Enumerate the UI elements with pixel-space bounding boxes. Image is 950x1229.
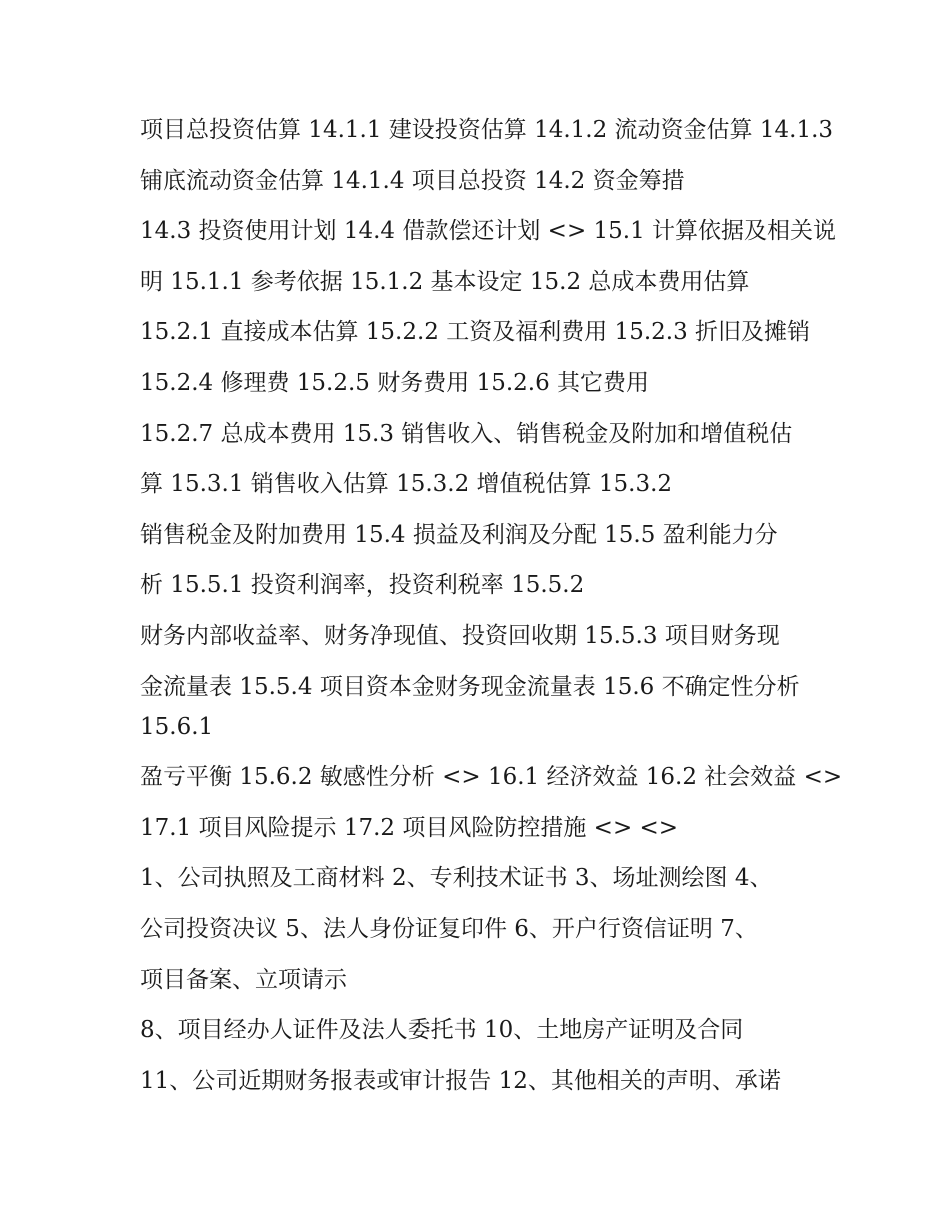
document-body [140,112,843,1113]
text-line: 算 15.3.1 销售收入估算 15.3.2 增值税估算 15.3.2 [140,471,673,498]
text-line: 公司投资决议 5、法人身份证复印件 6、开户行资信证明 7、 [140,915,758,942]
text-line: 15.2.7 总成本费用 15.3 销售收入、销售税金及附加和增值税估 [140,420,793,447]
text-line: 项目总投资估算 14.1.1 建设投资估算 14.1.2 流动资金估算 14.1.3 [140,117,834,143]
text-line: 财务内部收益率、财务净现值、投资回收期 15.5.3 项目财务现 [140,622,780,649]
text-line: 15.2.1 直接成本估算 15.2.2 工资及福利费用 15.2.3 折旧及摊销 [140,319,811,346]
text-line: 金流量表 15.5.4 项目资本金财务现金流量表 15.6 不确定性分析 [140,673,800,700]
text-line: 11、公司近期财务报表或审计报告 12、其他相关的声明、承诺 [140,1067,781,1094]
text-line: 15.2.4 修理费 15.2.5 财务费用 15.2.6 其它费用 [140,369,650,396]
text-line: 1、公司执照及工商材料 2、专利技术证书 3、场址测绘图 4、 [140,865,773,892]
text-line: 14.3 投资使用计划 14.4 借款偿还计划 <> 15.1 计算依据及相关说 [140,218,837,245]
text-line: 8、项目经办人证件及法人委托书 10、土地房产证明及合同 [140,1017,744,1044]
text-line: 明 15.1.1 参考依据 15.1.2 基本设定 15.2 总成本费用估算 [140,268,750,295]
text-line: 析 15.5.1 投资利润率，投资利税率 15.5.2 [140,572,585,599]
text-line: 铺底流动资金估算 14.1.4 项目总投资 14.2 资金筹措 [140,167,685,194]
text-line: 项目备案、立项请示 [140,966,347,993]
text-line: 17.1 项目风险提示 17.2 项目风险防控措施 <> <> [140,814,679,841]
text-line: 15.6.1 [140,713,214,740]
text-line: 销售税金及附加费用 15.4 损益及利润及分配 15.5 盈利能力分 [140,521,778,548]
text-line: 盈亏平衡 15.6.2 敏感性分析 <> 16.1 经济效益 16.2 社会效益 <> [140,764,843,791]
